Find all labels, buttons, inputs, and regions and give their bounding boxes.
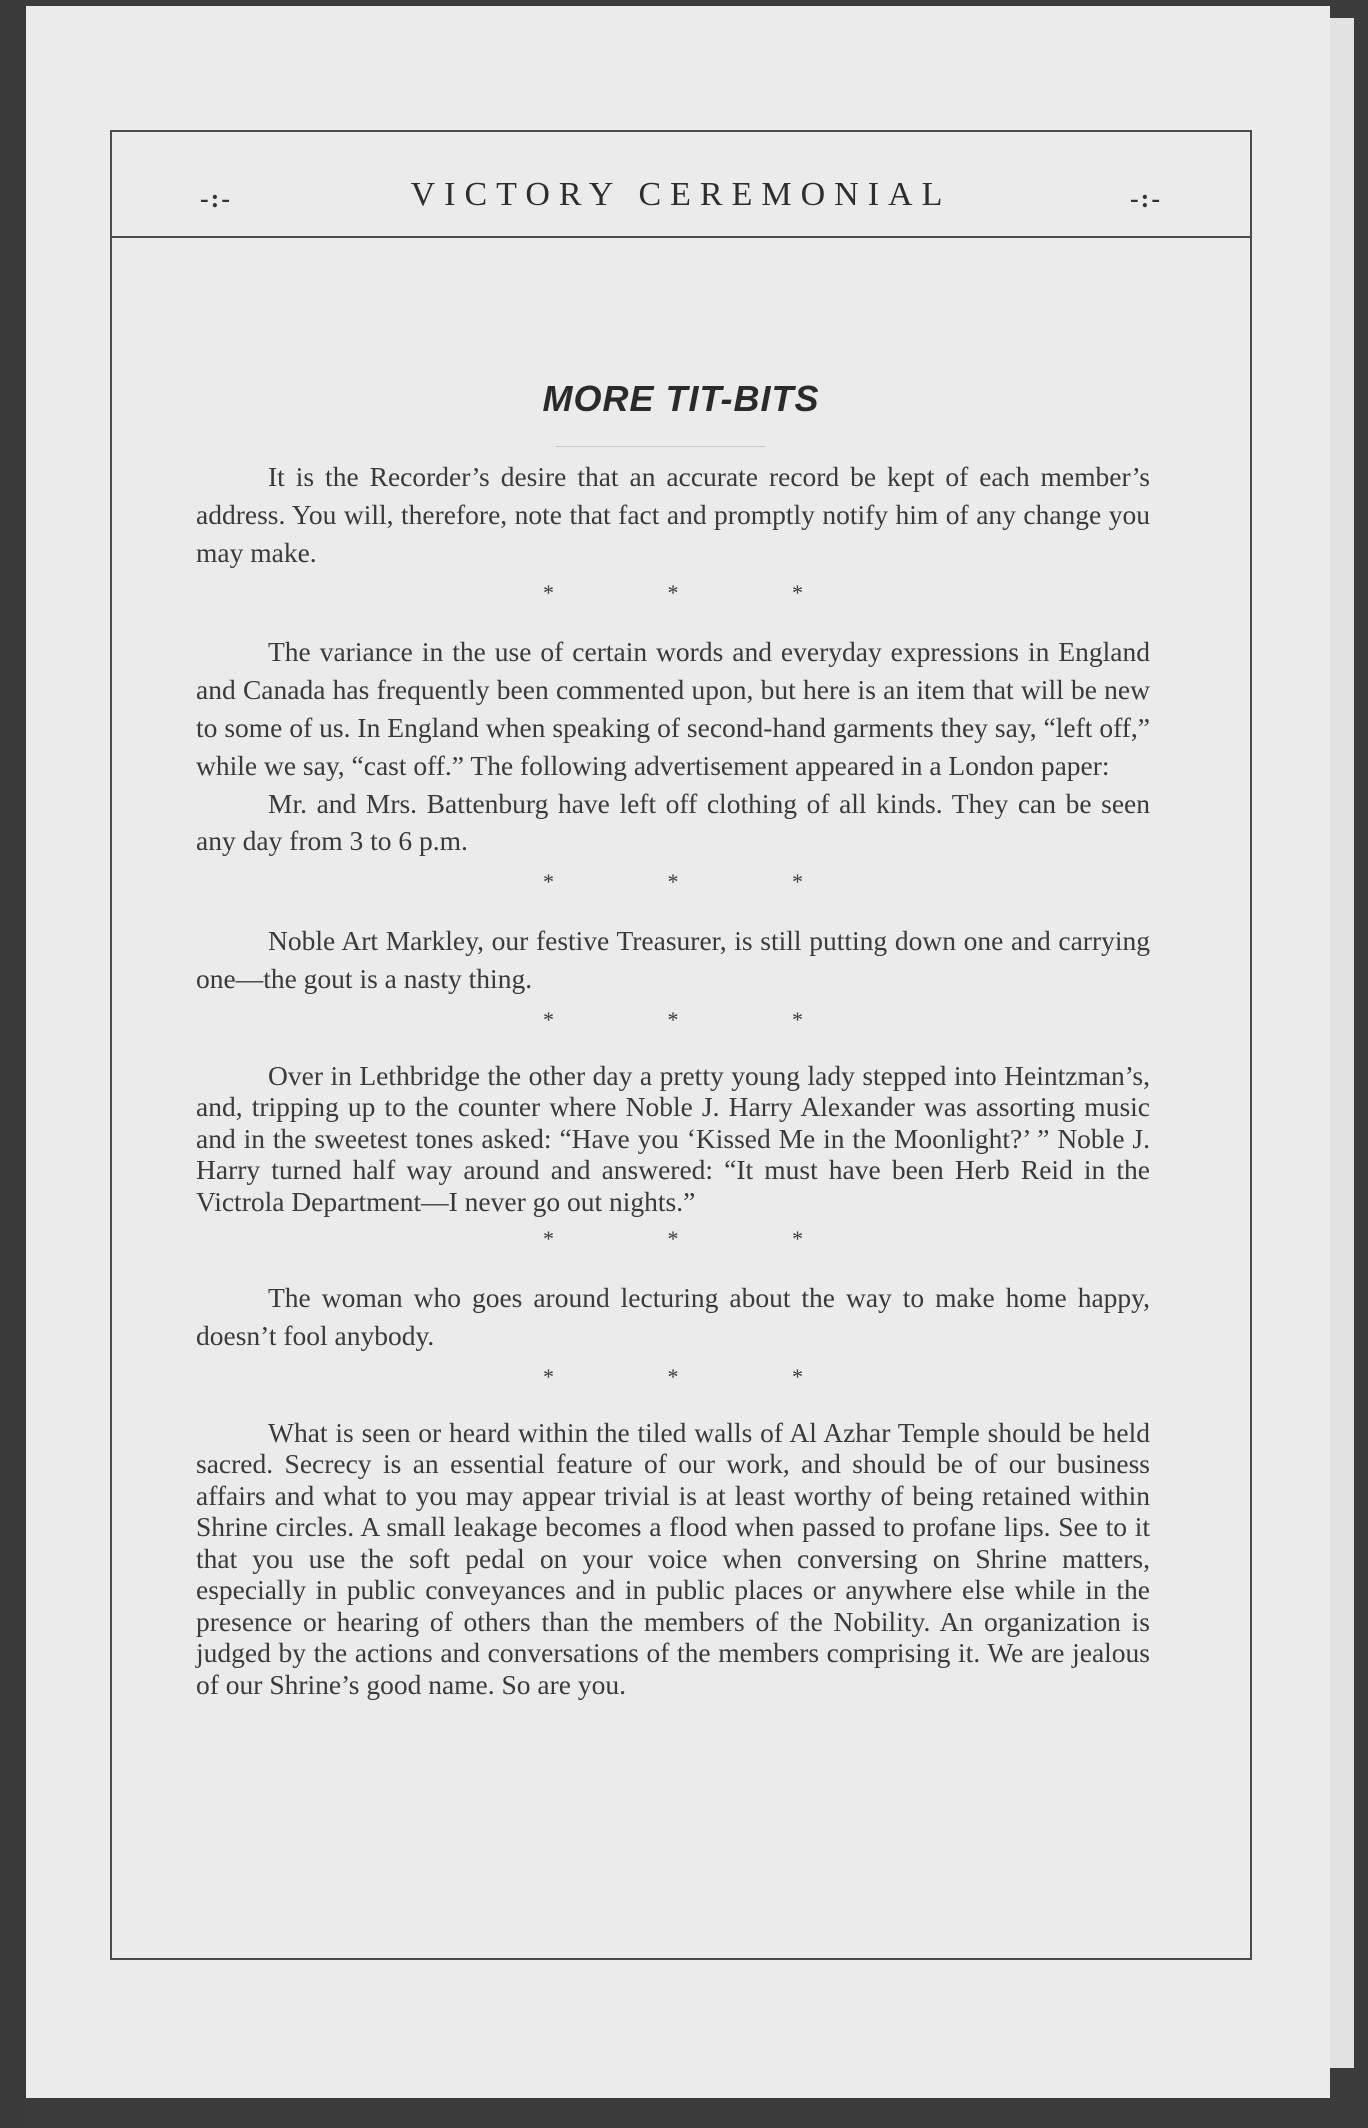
section-separator: * * * <box>543 580 857 606</box>
paragraph-treasurer: Noble Art Markley, our festive Treasurer, is still putting down one and carrying one—the gout is a nasty thing. <box>196 925 1150 994</box>
section-separator: * * * <box>543 869 857 895</box>
header-ornament-left: -:- <box>200 184 232 213</box>
title-rule <box>556 446 766 447</box>
running-header <box>112 170 1250 230</box>
article-body <box>196 458 1150 1700</box>
section-separator: * * * <box>543 1226 857 1252</box>
paragraph-secrecy: What is seen or heard within the tiled walls of Al Azhar Temple should be held sacred. Secrecy is an essential feature of our work, and should be of our business affairs and what to you may appear trivial is at least worthy of being retained within Shrine circles. A small leakage becomes a flood when passed to profane lips. See to it that you use the soft pedal on your voice when conversing on Shrine matters, especially in public conveyances and in public places or anywhere else while in the presence or hearing of others than the members of the Nobility. An organization is judged by the actions and conversations of the members comprising it. We are jealous of our Shrine’s good name. So are you. <box>196 1416 1150 1700</box>
article-title: MORE TIT-BITS <box>542 378 820 419</box>
section-separator: * * * <box>543 1363 857 1389</box>
section-separator: * * * <box>543 1006 857 1032</box>
header-ornament-right: -:- <box>1130 184 1162 213</box>
scan-background-left <box>0 0 26 2128</box>
paragraph-advertisement: Mr. and Mrs. Battenburg have left off clothing of all kinds. They can be seen any day from 3 to 6 p.m. <box>196 787 1150 857</box>
header-title: VICTORY CEREMONIAL <box>410 176 952 213</box>
paragraph-woman: The woman who goes around lecturing about the way to make home happy, doesn’t fool anybody. <box>196 1282 1150 1352</box>
paragraph-variance: The variance in the use of certain words and everyday expressions in England and Canada has frequently been commented upon, but here is an item that will be new to some of us. In England when speaking of second-hand garments they say, “left off,” while we say, “cast off.” The following advertisement appeared in a London paper: <box>196 636 1150 781</box>
paragraph-lethbridge: Over in Lethbridge the other day a pretty young lady stepped into Heintzman’s, and, tripping up to the counter where Noble J. Harry Alexander was assorting music and in the sweetest tones asked: “Have you ‘Kissed Me in the Moonlight?’ ” Noble J. Harry turned half way around and answered: “It must have been Herb Reid in the Victrola Department—I never go out nights.” <box>196 1059 1150 1217</box>
paragraph-recorder: It is the Recorder’s desire that an accurate record be kept of each member’s address. You will, therefore, note that fact and promptly notify him of any change you may make. <box>196 461 1150 568</box>
header-rule <box>112 236 1250 238</box>
